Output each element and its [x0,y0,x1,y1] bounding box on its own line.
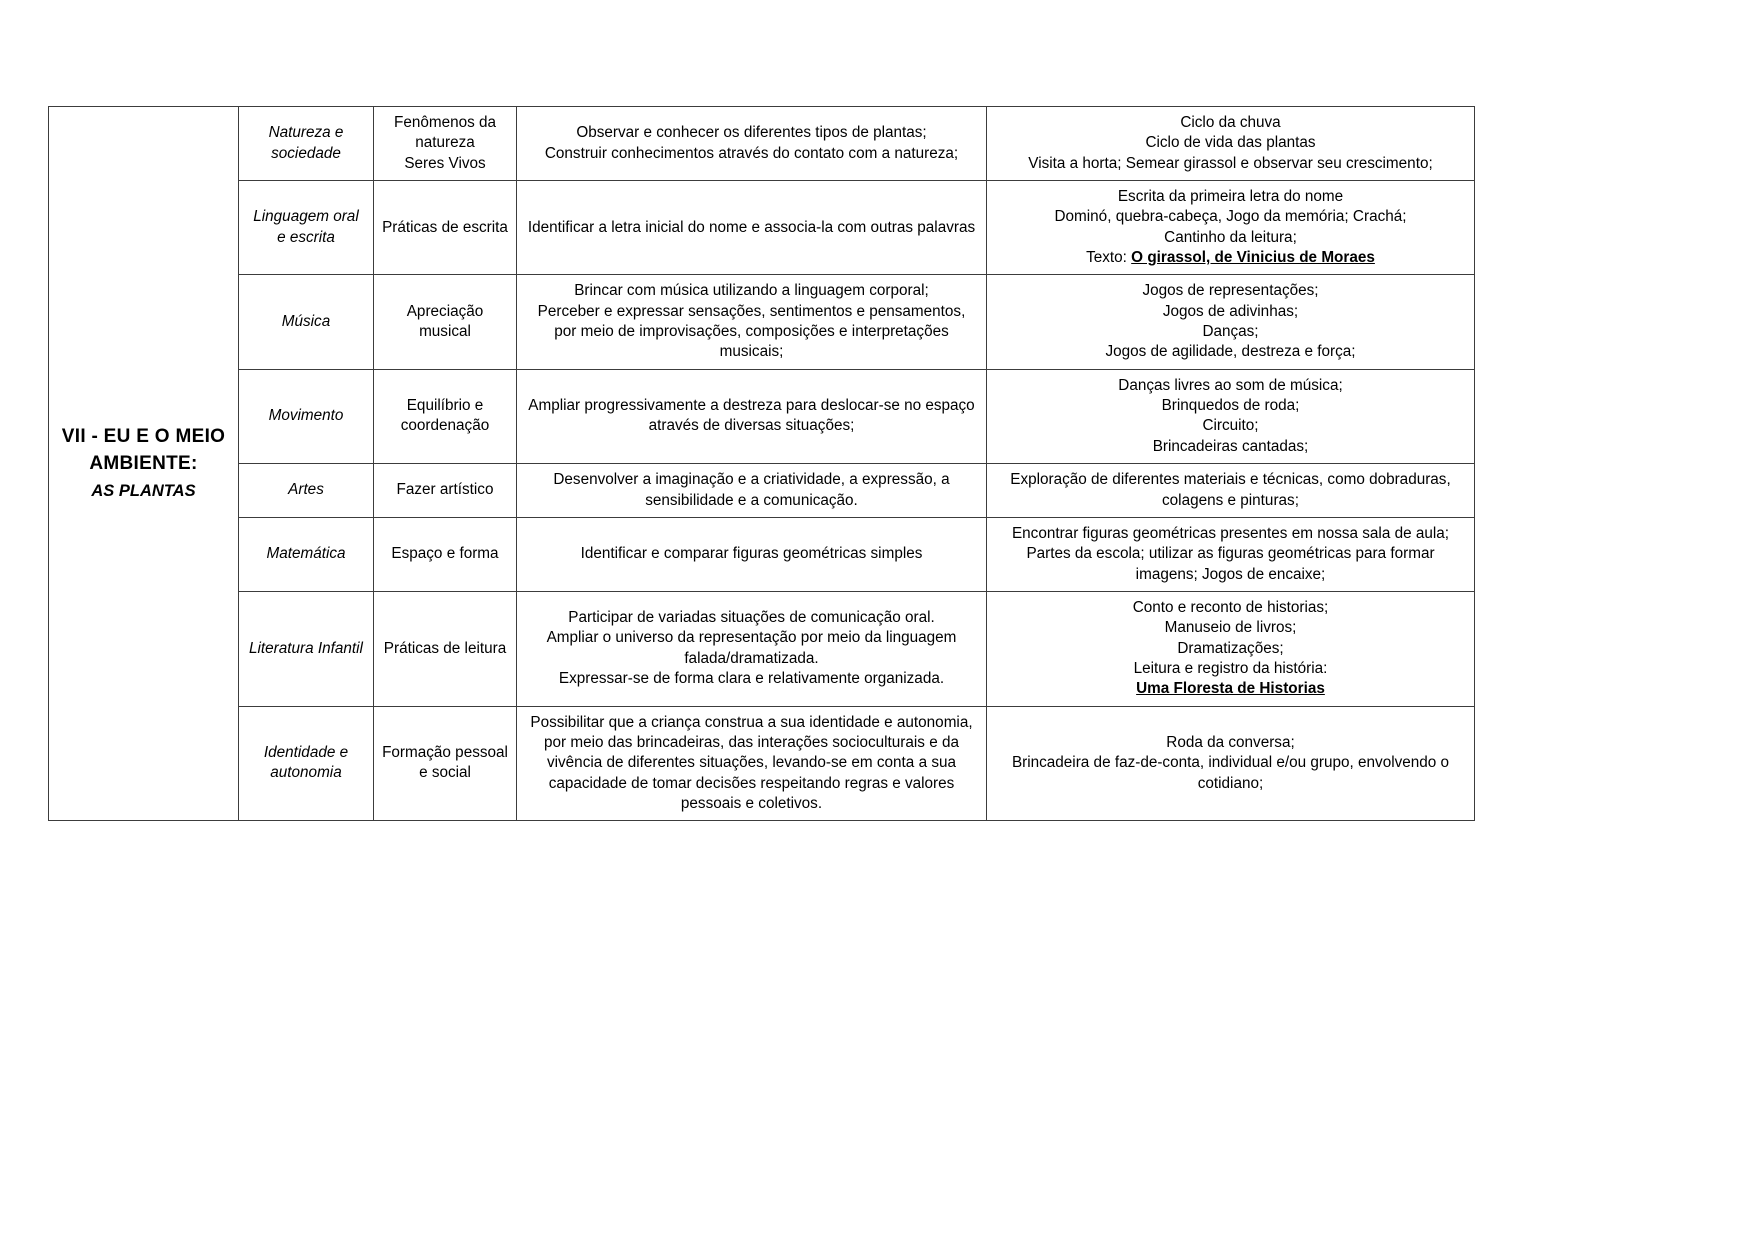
area-cell: Identidade e autonomia [239,706,374,821]
table-body [49,107,1475,821]
area-cell: Linguagem oral e escrita [239,181,374,275]
objectives-cell: Ampliar progressivamente a destreza para deslocar-se no espaço através de diversas situações; [517,369,987,463]
strategies-cell: Exploração de diferentes materiais e técnicas, como dobraduras, colagens e pinturas; [987,464,1475,518]
table-row [49,706,1475,821]
strategies-cell: Ciclo da chuva Ciclo de vida das plantas Visita a horta; Semear girassol e observar seu crescimento; [987,107,1475,181]
area-cell: Natureza e sociedade [239,107,374,181]
content-cell: Espaço e forma [374,517,517,591]
area-cell: Música [239,275,374,369]
content-cell: Formação pessoal e social [374,706,517,821]
emphasized-text: O girassol, de Vinicius de Moraes [1131,249,1375,267]
strategies-cell: Roda da conversa; Brincadeira de faz-de-conta, individual e/ou grupo, envolvendo o cotidiano; [987,706,1475,821]
strategies-cell: Conto e reconto de historias; Manuseio de livros; Dramatizações; Leitura e registro da história: Uma Floresta de Historias [987,591,1475,706]
area-cell: Movimento [239,369,374,463]
content-cell: Práticas de escrita [374,181,517,275]
objectives-cell: Participar de variadas situações de comunicação oral. Ampliar o universo da representação por meio da linguagem falada/dramatizada. Expressar-se de forma clara e relativamente organizada. [517,591,987,706]
objectives-cell: Identificar a letra inicial do nome e associa-la com outras palavras [517,181,987,275]
content-cell: Fazer artístico [374,464,517,518]
table-row [49,591,1475,706]
strategies-cell: Escrita da primeira letra do nome Dominó, quebra-cabeça, Jogo da memória; Crachá; Cantinho da leitura; Texto: O girassol, de Vinicius de Moraes [987,181,1475,275]
emphasized-text: Uma Floresta de Historias [1136,680,1325,698]
objectives-cell: Brincar com música utilizando a linguagem corporal; Perceber e expressar sensações, sentimentos e pensamentos, por meio de improvisações, composições e interpretações musicais; [517,275,987,369]
objectives-cell: Identificar e comparar figuras geométricas simples [517,517,987,591]
content-cell: Práticas de leitura [374,591,517,706]
table-row [49,275,1475,369]
table-row [49,464,1475,518]
strategies-cell: Jogos de representações; Jogos de adivinhas; Danças; Jogos de agilidade, destreza e força; [987,275,1475,369]
strategies-cell: Danças livres ao som de música; Brinquedos de roda; Circuito; Brincadeiras cantadas; [987,369,1475,463]
curriculum-planning-table [48,106,1475,821]
table-row [49,181,1475,275]
theme-subtitle: AS PLANTAS [91,481,196,500]
table-row [49,517,1475,591]
planning-table-wrapper [48,106,1474,821]
theme-cell [49,107,239,821]
content-cell: Equilíbrio e coordenação [374,369,517,463]
content-cell: Apreciação musical [374,275,517,369]
area-cell: Matemática [239,517,374,591]
area-cell: Artes [239,464,374,518]
table-row [49,369,1475,463]
theme-title: VII - EU E O MEIO AMBIENTE: [61,425,226,474]
objectives-cell: Possibilitar que a criança construa a sua identidade e autonomia, por meio das brincadeiras, das interações socioculturais e da vivência de diferentes situações, levando-se em conta a sua capacidade de tomar decisões respeitando regras e valores pessoais e coletivos. [517,706,987,821]
content-cell: Fenômenos da natureza Seres Vivos [374,107,517,181]
table-row [49,107,1475,181]
area-cell: Literatura Infantil [239,591,374,706]
strategies-cell: Encontrar figuras geométricas presentes em nossa sala de aula; Partes da escola; utilizar as figuras geométricas para formar imagens; Jogos de encaixe; [987,517,1475,591]
objectives-cell: Observar e conhecer os diferentes tipos de plantas; Construir conhecimentos através do contato com a natureza; [517,107,987,181]
objectives-cell: Desenvolver a imaginação e a criatividade, a expressão, a sensibilidade e a comunicação. [517,464,987,518]
